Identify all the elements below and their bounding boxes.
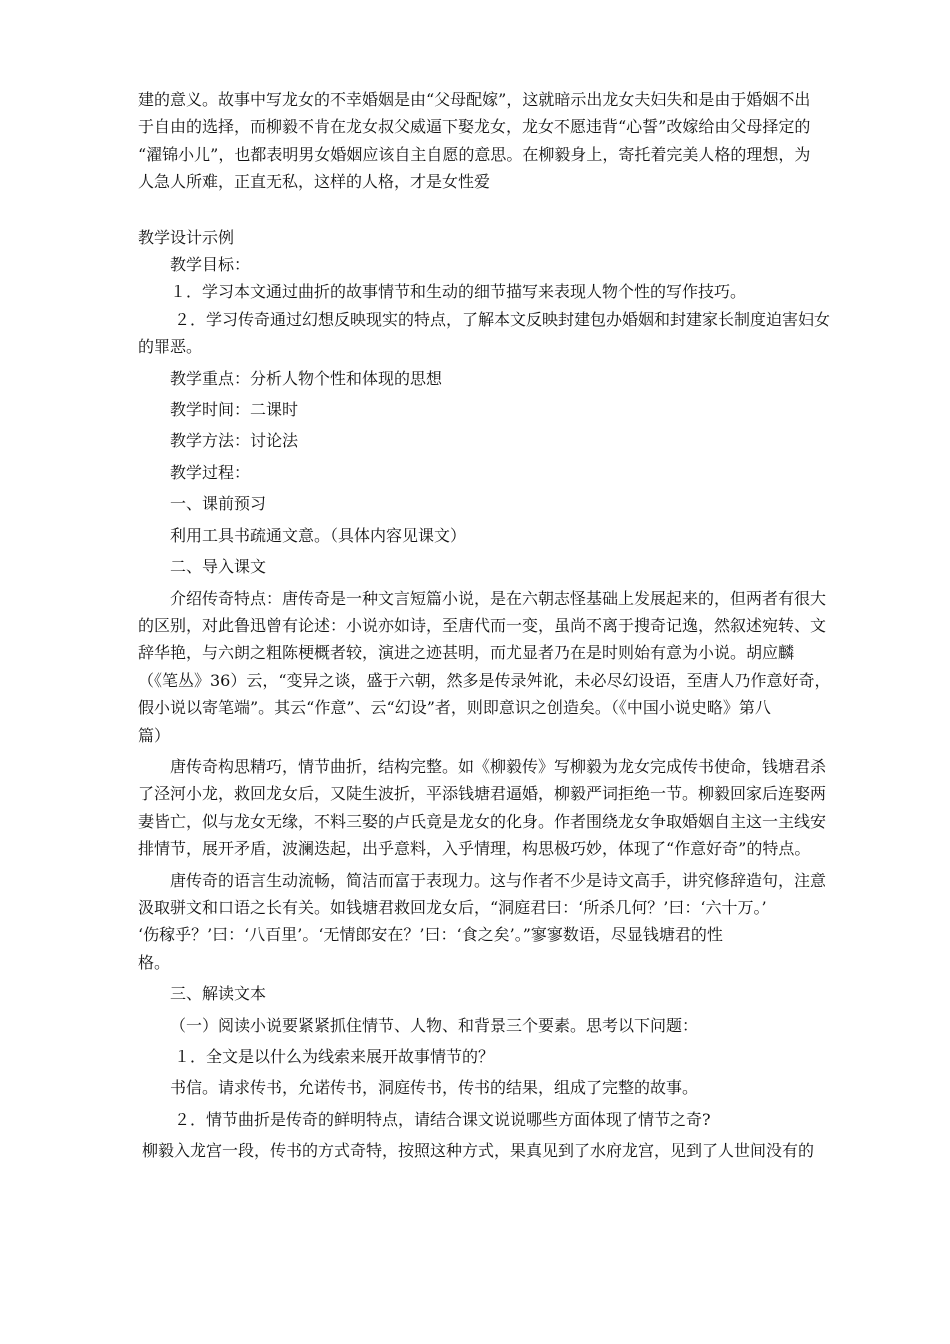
text-line: 介绍传奇特点：唐传奇是一种文言短篇小说，是在六朝志怪基础上发展起来的，但两者有很大	[170, 588, 827, 608]
intro-paragraph	[138, 86, 862, 196]
text-line: ‘伤稼乎？’曰：‘八百里’。‘无情郎安在？’曰：‘食之矣’。”寥寥数语，尽显钱塘君的性	[138, 925, 723, 945]
teaching-process: 教学过程：	[170, 462, 251, 482]
teaching-focus: 教学重点：分析人物个性和体现的思想	[170, 368, 443, 388]
document-page	[138, 86, 862, 1165]
teaching-method: 教学方法：讨论法	[170, 431, 299, 451]
text-line: 妻皆亡，似与龙女无缘，不料三娶的卢氏竟是龙女的化身。作者围绕龙女争取婚姻自主这一主线安	[138, 811, 827, 831]
text-line: 唐传奇构思精巧，情节曲折，结构完整。如《柳毅传》写柳毅为龙女完成传书使命，钱塘君杀	[170, 756, 827, 776]
text-line: 人急人所难，正直无私，这样的人格，才是女性爱	[138, 172, 491, 192]
question-2: ２．情节曲折是传奇的鲜明特点，请结合课文说说哪些方面体现了情节之奇?	[174, 1109, 711, 1129]
part3-subheading: （一）阅读小说要紧紧抓住情节、人物、和背景三个要素。思考以下问题：	[170, 1015, 699, 1035]
goal-item-2	[138, 306, 862, 361]
text-line: 篇）	[138, 725, 171, 745]
text-line: 了泾河小龙，救回龙女后，又陡生波折，平添钱塘君逼婚，柳毅严词拒绝一节。柳毅回家后连娶两	[138, 784, 827, 804]
goal-item-1: １．学习本文通过曲折的故事情节和生动的细节描写来表现人物个性的写作技巧。	[170, 282, 747, 302]
text-line: 于自由的选择，而柳毅不肯在龙女叔父威逼下娶龙女，龙女不愿违背“心誓”改嫁给由父母择定的	[138, 117, 811, 137]
goals-heading: 教学目标：	[170, 255, 251, 275]
text-line: 假小说以寄笔端”。其云“作意”、云“幻设”者，则即意识之创造矣。（《中国小说史略》第八	[138, 698, 771, 718]
text-line: 格。	[138, 952, 171, 972]
text-line: 排情节，展开矛盾，波澜迭起，出乎意料，入乎情理，构思极巧妙，体现了“作意好奇”的特点。	[138, 839, 811, 859]
part2-paragraph-1	[138, 585, 862, 749]
teaching-time: 教学时间：二课时	[170, 400, 299, 420]
part3-heading: 三、解读文本	[170, 984, 267, 1004]
text-line: 建的意义。故事中写龙女的不幸婚姻是由“父母配嫁”，这就暗示出龙女夫妇失和是由于婚姻不出	[138, 90, 811, 109]
text-line: 辞华艳，与六朗之粗陈梗概者较，演进之迹甚明，而尤显者乃在是时则始有意为小说。胡应麟	[138, 643, 795, 663]
part2-heading: 二、导入课文	[170, 557, 267, 577]
answer-1: 书信。请求传书，允诺传书，洞庭传书，传书的结果，组成了完整的故事。	[170, 1078, 699, 1098]
text-line: 汲取骈文和口语之长有关。如钱塘君救回龙女后，“洞庭君曰：‘所杀几何？’曰：‘六十万。’	[138, 897, 767, 917]
text-line: ２．学习传奇通过幻想反映现实的特点，了解本文反映封建包办婚姻和封建家长制度迫害妇女	[174, 309, 831, 329]
text-line: （《笔丛》36）云，“变异之谈，盛于六朝，然多是传录舛讹，未必尽幻设语，至唐人乃作意好奇，	[138, 670, 831, 690]
text-line: 的区别，对此鲁迅曾有论述：小说亦如诗，至唐代而一变，虽尚不离于搜奇记逸，然叙述宛转、文	[138, 615, 827, 635]
text-line: 的罪恶。	[138, 337, 203, 357]
part1-text: 利用工具书疏通文意。（具体内容见课文）	[170, 525, 467, 545]
part2-paragraph-3	[138, 867, 862, 977]
section-title: 教学设计示例	[138, 227, 235, 247]
part2-paragraph-2	[138, 753, 862, 863]
part1-heading: 一、课前预习	[170, 494, 267, 514]
text-line: “濯锦小儿”，也都表明男女婚姻应该自主自愿的意思。在柳毅身上，寄托着完美人格的理想，为	[138, 144, 811, 164]
text-line: 唐传奇的语言生动流畅，简洁而富于表现力。这与作者不少是诗文高手，讲究修辞造句，注意	[170, 870, 827, 890]
question-1: １．全文是以什么为线索来展开故事情节的？	[174, 1047, 495, 1066]
answer-2: 柳毅入龙宫一段，传书的方式奇特，按照这种方式，果真见到了水府龙宫，见到了人世间没有的	[142, 1141, 815, 1161]
